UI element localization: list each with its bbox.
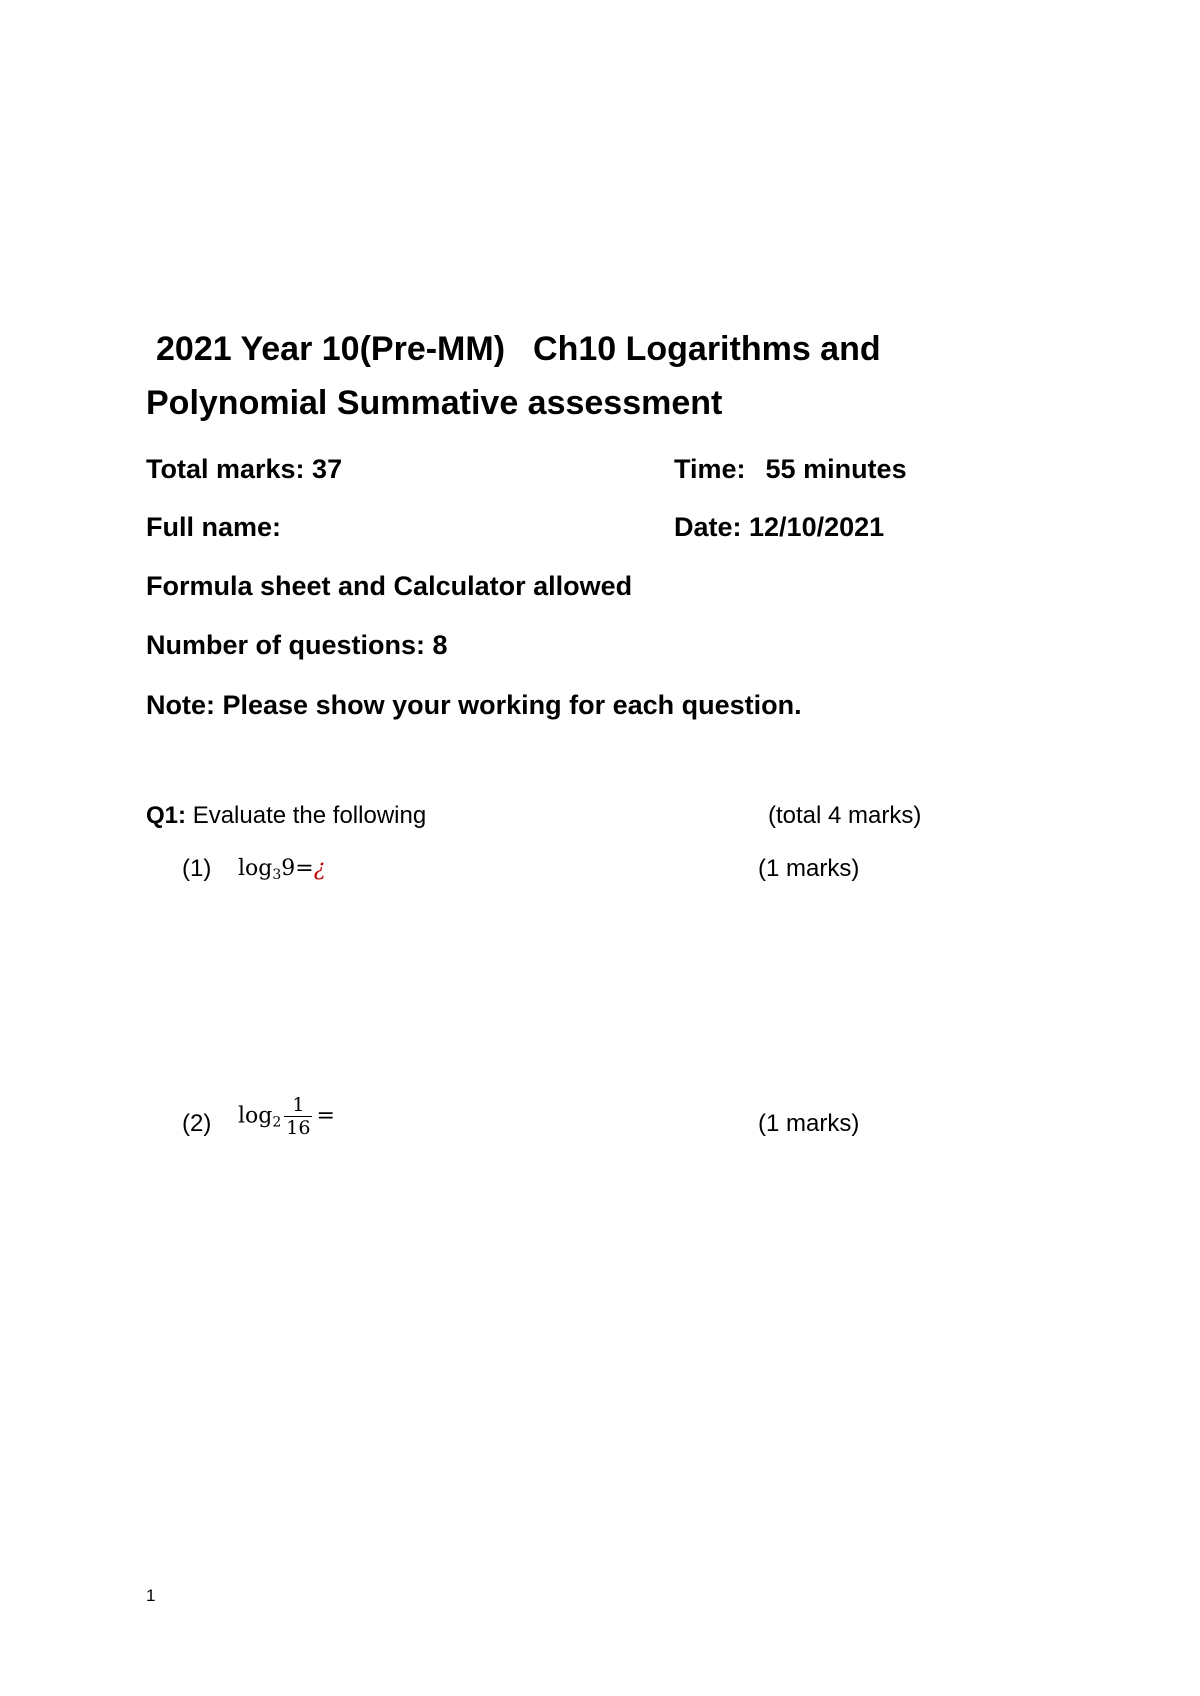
time-label: Time: (674, 454, 746, 484)
title-line-2: Polynomial Summative assessment (146, 384, 723, 422)
part-2-marks: (1 marks) (758, 1110, 860, 1137)
part-2-number: (2) (182, 1110, 212, 1137)
time-limit (674, 452, 907, 486)
title-course: 2021 Year 10(Pre-MM) (156, 330, 506, 368)
question-count: Number of questions: 8 (146, 630, 448, 660)
log-text: log (238, 856, 273, 881)
question-1-total: (total 4 marks) (768, 802, 922, 829)
exam-date: Date: 12/10/2021 (674, 512, 885, 542)
log-argument: 9 (281, 856, 296, 881)
title-chapter: Ch10 Logarithms and (533, 330, 881, 368)
log-text: log (238, 1103, 273, 1129)
equals-sign: = (295, 856, 314, 881)
part-2-expression (238, 1094, 335, 1139)
equals-sign: = (316, 1103, 335, 1129)
question-1-text: Evaluate the following (192, 802, 427, 829)
question-1-heading (146, 800, 426, 832)
working-note: Note: Please show your working for each question. (146, 690, 802, 720)
fraction (284, 1094, 312, 1139)
page-number: 1 (146, 1586, 156, 1605)
fraction-denominator: 16 (286, 1117, 311, 1139)
time-value: 55 minutes (765, 454, 907, 484)
log-base: 3 (272, 867, 282, 883)
log-base: 2 (272, 1114, 282, 1131)
red-placeholder-glyph: ¿ (313, 856, 326, 881)
title-line-1 (146, 322, 1046, 376)
page-title (146, 322, 1046, 430)
question-1-label: Q1: (146, 802, 187, 829)
part-1-marks: (1 marks) (758, 855, 860, 882)
full-name-label: Full name: (146, 512, 282, 542)
formula-note: Formula sheet and Calculator allowed (146, 571, 633, 601)
part-1-number: (1) (182, 855, 212, 882)
total-marks: Total marks: 37 (146, 454, 343, 484)
part-1-expression (238, 853, 326, 891)
fraction-numerator: 1 (284, 1094, 312, 1117)
